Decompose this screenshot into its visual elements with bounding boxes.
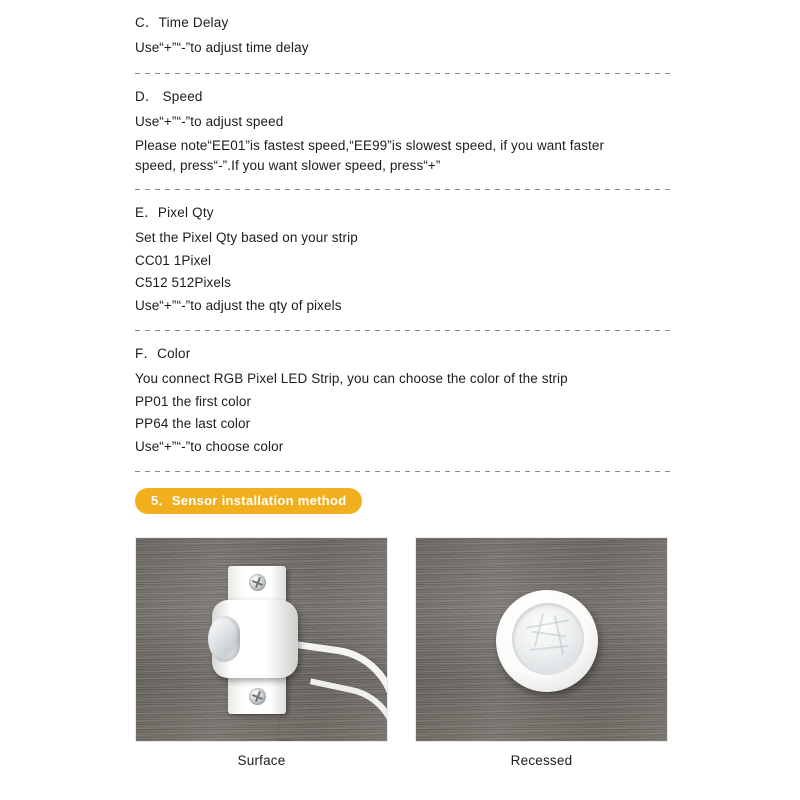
lens-facet [534,613,544,646]
section-title-speed: D． Speed [135,88,203,104]
recessed-sensor-graphic [496,590,598,692]
gallery-item-recessed [415,537,668,768]
section-speed [135,86,673,177]
recessed-pir-sensor-photo [415,537,668,742]
section-divider [135,471,672,472]
pir-lens-dome [208,616,240,662]
surface-sensor-graphic [228,566,286,714]
section-line: Set the Pixel Qty based on your strip [135,230,358,245]
pir-lens-dome [512,603,584,675]
section-line: Please note“EE01”is fastest speed,“EE99”is slowest speed, if you want faster speed, press“-”.If you want slower speed, press“+” [135,138,605,173]
section-line: PP64 the last color [135,416,251,431]
section-title-time-delay: C．Time Delay [135,15,229,30]
section-color [135,343,673,458]
sensor-body [212,600,298,678]
section-divider [135,189,672,190]
sensor-installation-gallery [135,537,668,768]
section-badge-sensor-installation: 5．Sensor installation method [135,488,362,514]
screw-icon [249,688,266,705]
section-line: Use“+”“-”to choose color [135,438,284,454]
gallery-item-surface [135,537,388,768]
section-line: Use“+”“-”to adjust time delay [135,40,309,55]
section-line: PP01 the first color [135,393,252,409]
lens-facet [526,619,570,628]
section-time-delay [135,12,673,60]
section-divider [135,330,672,331]
gallery-caption-surface: Surface [237,753,286,768]
gallery-caption-recessed: Recessed [510,753,573,768]
section-title-color: F．Color [135,346,191,361]
section-divider [135,73,672,74]
section-line: Use“+”“-”to adjust speed [135,113,284,129]
section-pixel-qty [135,202,673,317]
instruction-content [135,12,673,514]
badge-row [135,488,673,514]
section-line: C512 512Pixels [135,275,231,290]
section-line: You connect RGB Pixel LED Strip, you can choose the color of the strip [135,371,568,386]
surface-mount-pir-sensor-photo [135,537,388,742]
section-line: CC01 1Pixel [135,252,212,268]
section-line: Use“+”“-”to adjust the qty of pixels [135,297,342,313]
section-title-pixel-qty: E．Pixel Qty [135,205,214,220]
screw-icon [249,574,266,591]
